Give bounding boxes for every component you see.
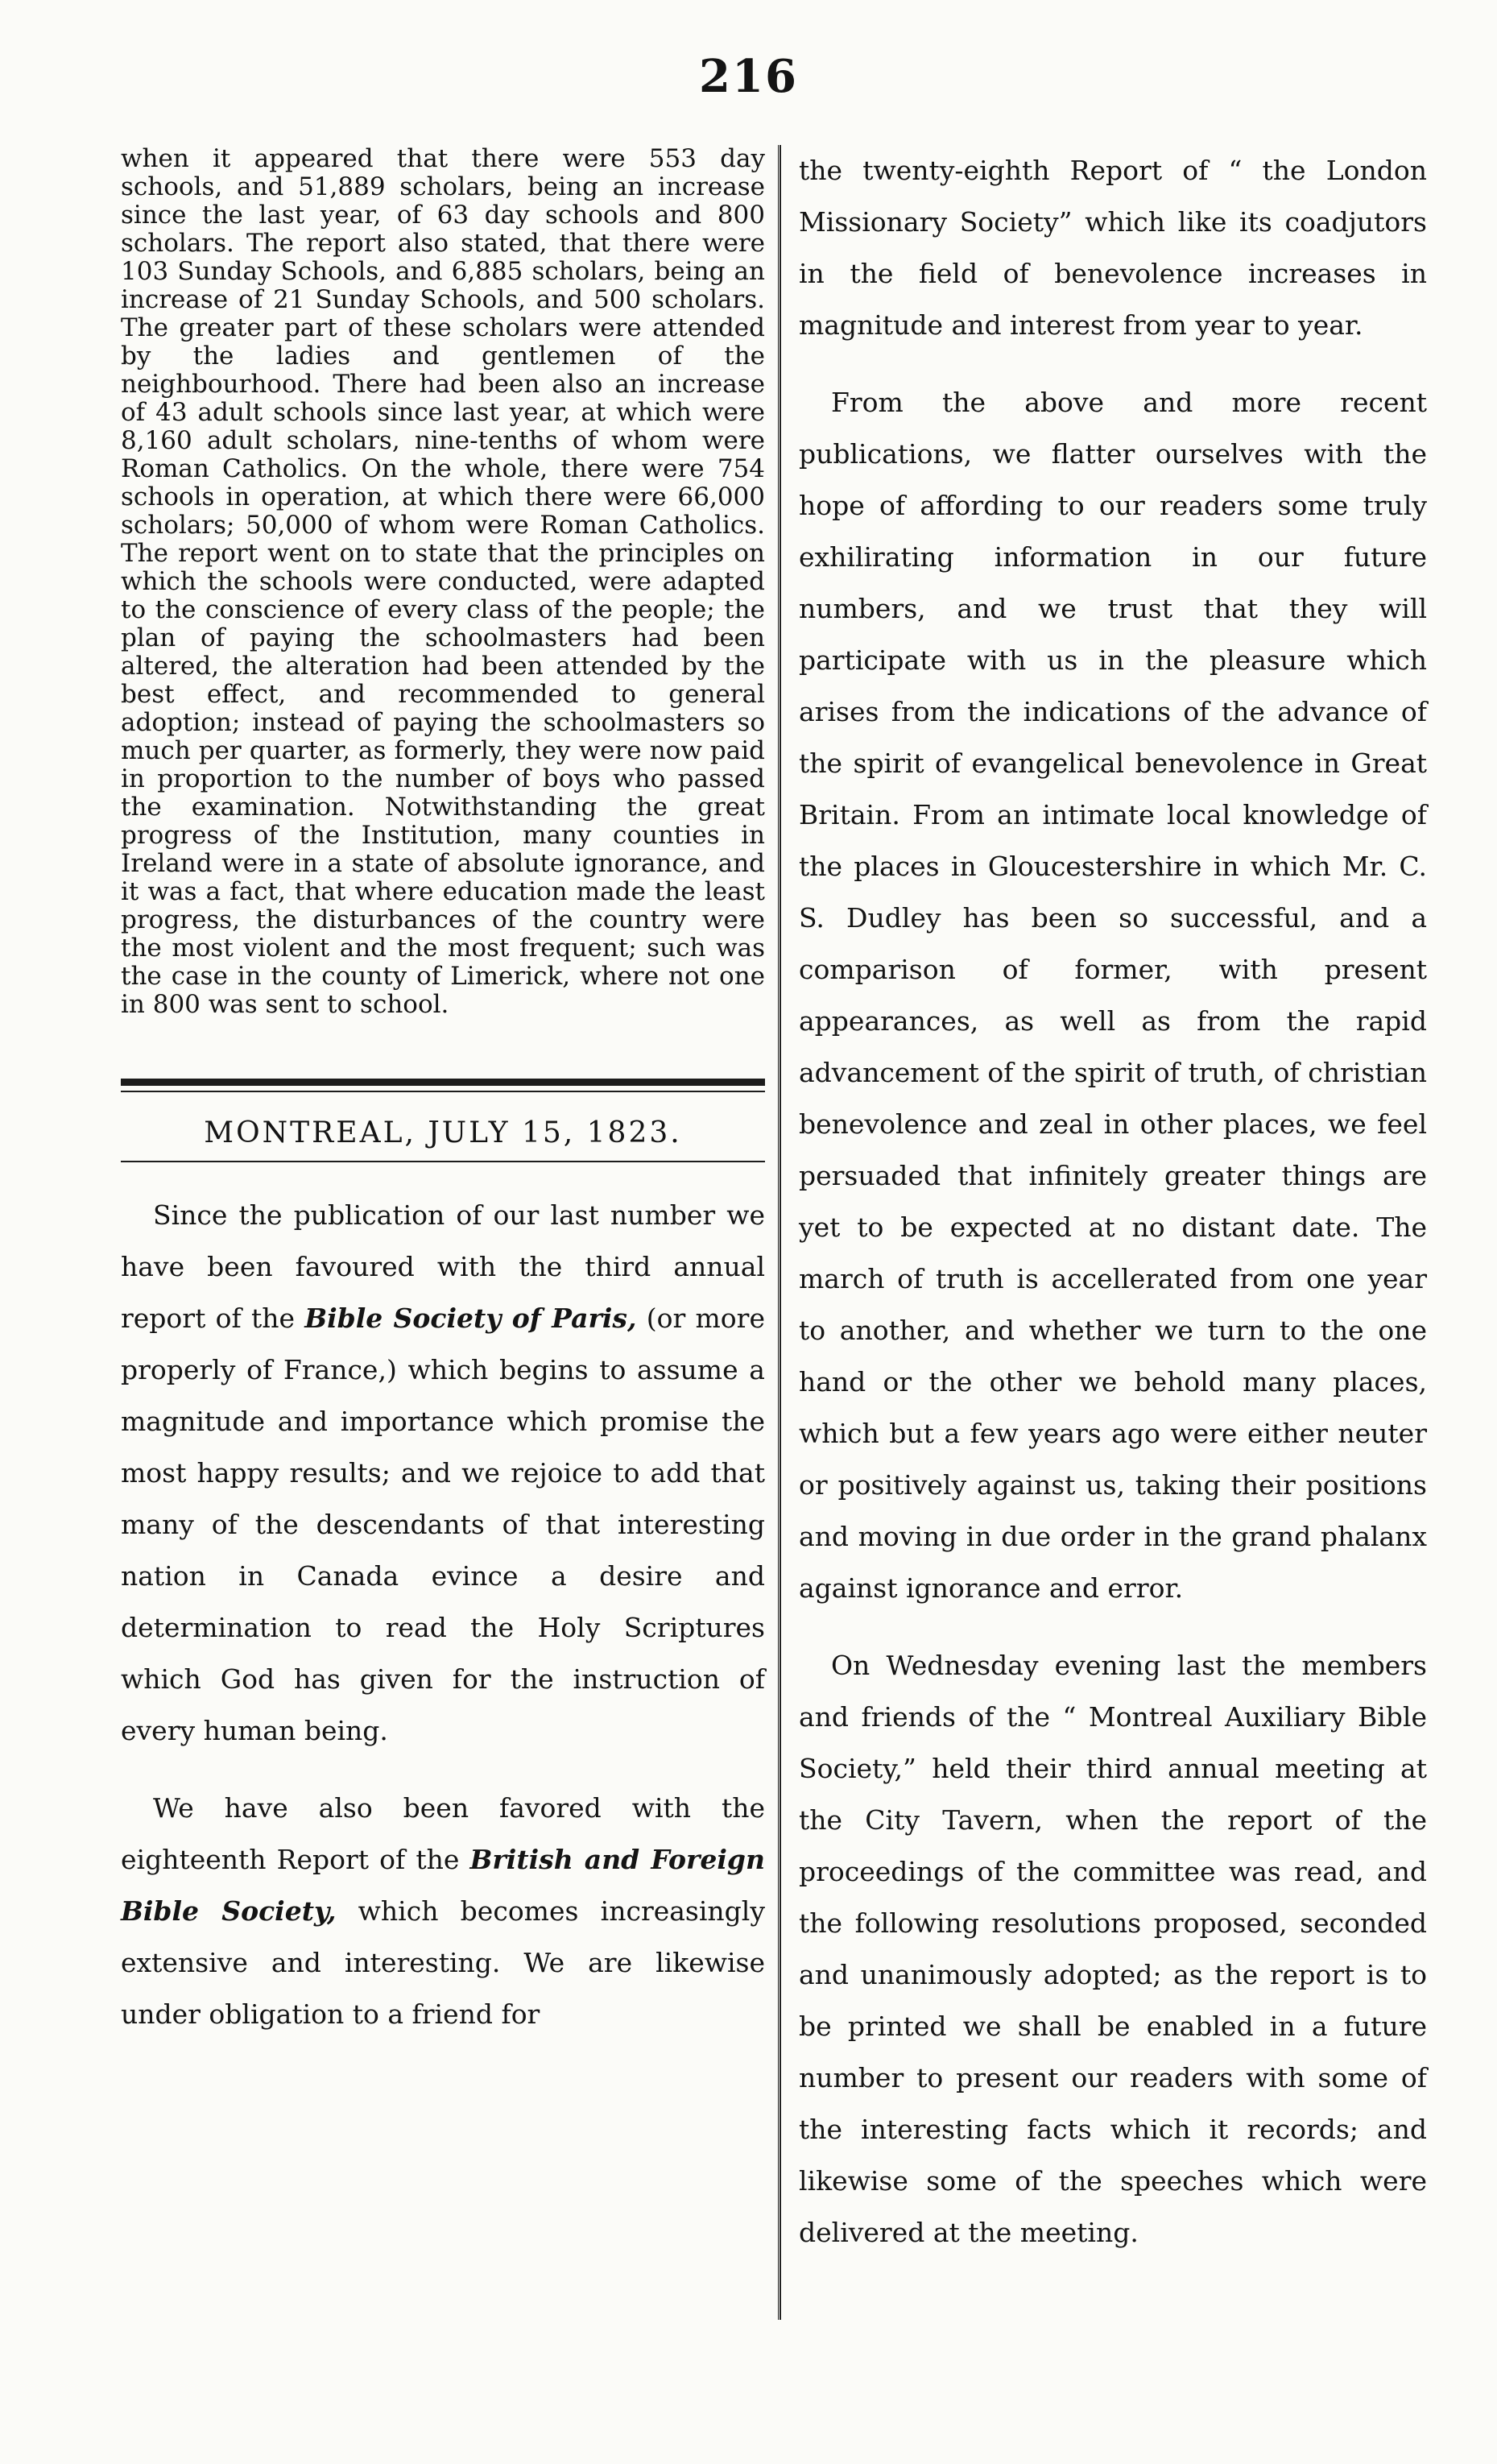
paragraph-text: which becomes increasingly extensive and interesting. We are likewise under obligation to a friend for [121, 1895, 765, 2030]
continued-paragraph: when it appeared that there were 553 day schools, and 51,889 scholars, being an increase since the last year, of 63 day schools and 800 scholars. The report also stated, that there were 103 Sunday Schools, and 6,885 scholars, being an increase of 21 Sunday Schools, and 500 scholars. The greater part of these scholars were attended by the ladies and gentlemen of the neighbourhood. There had been also an increase of 43 adult schools since last year, at which were 8,160 adult scholars, nine-tenths of whom were Roman Catholics. On the whole, there were 754 schools in operation, at which there were 66,000 scholars; 50,000 of whom were Roman Catholics. The report went on to state that the principles on which the schools were conducted, were adapted to the conscience of every class of the people; the plan of paying the schoolmasters had been altered, the alteration had been attended by the best effect, and recommended to general adoption; instead of paying the schoolmasters so much per quarter, as formerly, they were now paid in proportion to the number of boys who passed the examination. Notwithstanding the great progress of the Institution, many counties in Ireland were in a state of absolute ignorance, and it was a fact, that where education made the least progress, the disturbances of the country were the most violent and the most frequent; such was the case in the county of Limerick, where not one in 800 was sent to school. [121, 144, 765, 1019]
dateline-heading: MONTREAL, JULY 15, 1823. [204, 1116, 682, 1149]
right-column [799, 145, 1427, 2259]
section-rule-heavy [121, 1079, 765, 1086]
dateline-rule [121, 1161, 765, 1162]
paragraph-montreal-auxiliary: On Wednesday evening last the members and friends of the “ Montreal Auxiliary Bible Society,” held their third annual meeting at the City Tavern, when the report of the proceedings of the committee was read, and the following resolutions proposed, seconded and unanimously adopted; as the report is to be printed we shall be enabled in a future number to present our readers with some of the interesting facts which it records; and likewise some of the speeches which were delivered at the meeting. [799, 1650, 1427, 2248]
paragraph-british-foreign [121, 1783, 765, 2040]
paragraph-text: We have also been favored with the eighteenth Report of the [121, 1792, 765, 1875]
paragraph-publications: From the above and more recent publications, we flatter ourselves with the hope of affording to our readers some truly exhilirating information in our future numbers, and we trust that they will participate with us in the pleasure which arises from the indications of the advance of the spirit of evangelical benevolence in Great Britain. From an intimate local knowledge of the places in Gloucestershire in which Mr. C. S. Dudley has been so successful, and a comparison of former, with present appearances, as well as from the rapid advancement of the spirit of truth, of christian benevolence and zeal in other places, we feel persuaded that infinitely greater things are yet to be expected at no distant date. The march of truth is accellerated from one year to another, and whether we turn to the one hand or the other we behold many places, which but a few years ago were either neuter or positively against us, taking their positions and moving in due order in the grand phalanx against ignorance and error. [799, 387, 1427, 1604]
paragraph-text: Since the publication of our last number we have been favoured with the third annual report of the [121, 1199, 765, 1334]
society-name-italic: British and Foreign Bible Society, [121, 1844, 765, 1927]
paragraph-paris-society [121, 1190, 765, 1757]
society-name-italic: Bible Society of Paris, [304, 1302, 637, 1334]
page-number: 216 [699, 50, 798, 103]
left-column [121, 145, 765, 2040]
paragraph-london-missionary: the twenty-eighth Report of “ the London Missionary Society” which like its coadjutors in the field of benevolence increases in magnitude and interest from year to year. [799, 155, 1427, 341]
column-divider [778, 145, 781, 2320]
paragraph-text: (or more properly of France,) which begins to assume a magnitude and importance which promise the most happy results; and we rejoice to add that many of the descendants of that interesting nation in Canada evince a desire and determination to read the Holy Scriptures which God has given for the instruction of every human being. [121, 1302, 765, 1746]
section-rule-light [121, 1091, 765, 1092]
